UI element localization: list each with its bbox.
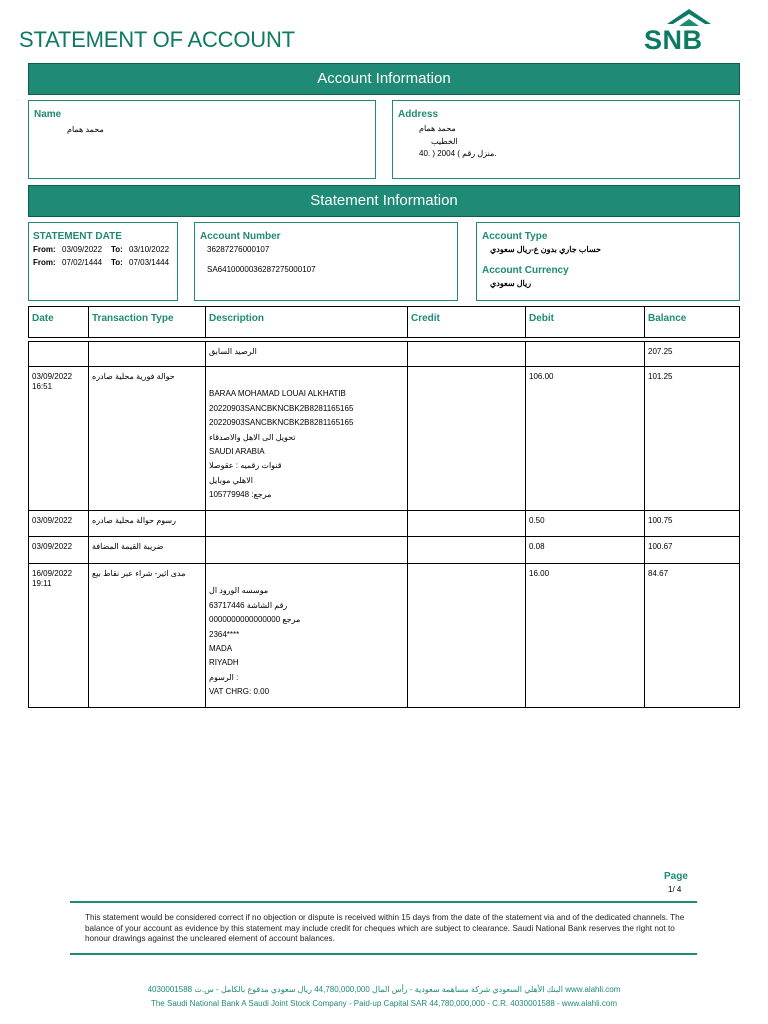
from-gregorian: 03/09/2022 [62, 245, 103, 254]
description-line: الرسوم : [209, 672, 239, 682]
description-line: موسسه الورود ال [209, 586, 269, 596]
name-value: محمد همام [67, 125, 104, 134]
description-line: مرجع: 105779948 [209, 490, 272, 500]
table-cell-debit: 16.00 [525, 563, 645, 708]
table-cell-description [205, 536, 408, 564]
table-cell-debit: 0.08 [525, 536, 645, 564]
table-cell-credit [407, 563, 526, 708]
description-line: RIYADH [209, 658, 239, 668]
table-cell-type: رسوم حوالة محلية صادره [88, 510, 206, 537]
account-currency-label: Account Currency [482, 265, 569, 276]
table-cell-credit [407, 341, 526, 367]
address-line-1: محمد همام [419, 124, 456, 133]
table-cell-type: حوالة فورية محلية صادره [88, 366, 206, 511]
col-header-balance: Balance [644, 306, 740, 338]
description-line: BARAA MOHAMAD LOUAI ALKHATIB [209, 389, 346, 399]
account-type-box [476, 222, 740, 301]
description-line: الرصيد السابق [209, 347, 257, 356]
table-cell-debit [525, 341, 645, 367]
table-cell-description [205, 341, 408, 367]
name-label: Name [34, 109, 62, 120]
page-label: Page [664, 871, 688, 882]
statement-information-heading: Statement Information [28, 185, 740, 217]
account-type-label: Account Type [482, 231, 548, 242]
description-line: قنوات رقميه : عقوصلا [209, 461, 282, 471]
description-line [209, 373, 407, 387]
from-label: From: [33, 245, 56, 254]
description-line: MADA [209, 643, 233, 653]
address-box [392, 100, 740, 179]
time-value: 16:51 [32, 382, 53, 391]
table-cell-credit [407, 366, 526, 511]
date-value: 16/09/2022 [32, 569, 73, 578]
from-hijri: 07/02/1444 [62, 258, 103, 267]
col-header-description: Description [205, 306, 408, 338]
description-line: VAT CHRG: 0.00 [209, 687, 270, 697]
description-line: 20220903SANCBKNCBK2B8281165165 [209, 403, 354, 413]
address-label: Address [398, 109, 439, 120]
disclaimer-text: This statement would be considered correct if no objection or dispute is received within 15 days from the date of the statement via and of the dedicated channels. The balance of your account as evidence by this statement may include credit for cheques which are subject to clearance. Saudi National Bank reserves the right not to honour drawings against the uncleared element of account balances. [85, 913, 685, 943]
to-gregorian: 03/10/2022 [129, 245, 170, 254]
col-header-date: Date [28, 306, 89, 338]
table-cell-type: مدى اثير- شراء عبر نقاط بيع [88, 563, 206, 708]
col-header-credit: Credit [407, 306, 526, 338]
description-line: SAUDI ARABIA [209, 446, 265, 456]
table-cell-debit: 106.00 [525, 366, 645, 511]
table-cell-type [88, 341, 206, 367]
table-cell-credit [407, 536, 526, 564]
table-cell-balance: 84.67 [644, 563, 740, 708]
table-cell-balance: 101.25 [644, 366, 740, 511]
account-type-value: حساب جاري بدون ع-ريال سعودي [490, 245, 601, 254]
account-number-label: Account Number [200, 231, 281, 242]
to-label-hijri: To: [111, 258, 123, 267]
account-number-value: 36287276000107 [207, 245, 270, 254]
address-line-2: الخطيب [431, 137, 458, 146]
account-information-heading: Account Information [28, 63, 740, 95]
description-line [209, 570, 407, 584]
page-title: STATEMENT OF ACCOUNT [19, 27, 295, 52]
description-line: مرجع 0000000000000000 [209, 615, 301, 625]
divider [70, 901, 697, 903]
table-cell-date: 03/09/2022 [28, 510, 89, 537]
description-line: رقم الشاشة 63717446 [209, 600, 288, 610]
table-cell-debit: 0.50 [525, 510, 645, 537]
description-line: 2364**** [209, 629, 240, 639]
table-cell-date [28, 563, 89, 708]
table-cell-description [205, 366, 408, 511]
footer-english: The Saudi National Bank A Saudi Joint Stock Company - Paid-up Capital SAR 44,780,000,000 - C.R. 4030001588 - www.alahli.com [150, 999, 618, 1008]
footer-arabic: البنك الأهلي السعودي شركة مساهمة سعودية - رأس المال 44,780,000,000 ريال سعودي مدفوع بالكامل - س.ت 4030001588 www.alahli.com [147, 985, 621, 994]
table-cell-balance: 100.75 [644, 510, 740, 537]
account-currency-value: ريال سعودي [490, 279, 532, 288]
to-label: To: [111, 245, 123, 254]
snb-logo-text: SNB [644, 25, 703, 55]
table-cell-description [205, 510, 408, 537]
time-value: 19:11 [32, 579, 52, 588]
statement-date-box [28, 222, 178, 301]
table-cell-type: ضريبة القيمة المضافة [88, 536, 206, 564]
to-hijri: 07/03/1444 [129, 258, 170, 267]
col-header-debit: Debit [525, 306, 645, 338]
iban-value: SA6410000036287275000107 [207, 265, 316, 274]
table-cell-credit [407, 510, 526, 537]
table-cell-date [28, 366, 89, 511]
from-label-hijri: From: [33, 258, 56, 267]
col-header-transaction-type: Transaction Type [88, 306, 206, 338]
date-value: 03/09/2022 [32, 372, 73, 381]
description-line: تحويل الى الاهل والاصدقاء [209, 432, 296, 442]
divider [70, 953, 697, 955]
table-cell-balance: 207.25 [644, 341, 740, 367]
snb-logo-icon [661, 6, 717, 26]
description-line: الاهلي موبايل [209, 475, 253, 485]
table-cell-description [205, 563, 408, 708]
table-cell-date: 03/09/2022 [28, 536, 89, 564]
account-number-box [194, 222, 458, 301]
description-line: 20220903SANCBKNCBK2B8281165165 [209, 418, 354, 428]
table-cell-balance: 100.67 [644, 536, 740, 564]
page-number: 1/ 4 [668, 885, 682, 894]
name-box [28, 100, 376, 179]
address-line-3: 40. ) 2004 ( منزل رقم. [419, 149, 497, 158]
statement-date-label: STATEMENT DATE [33, 231, 122, 242]
snb-logo [644, 6, 734, 55]
table-cell-date [28, 341, 89, 367]
